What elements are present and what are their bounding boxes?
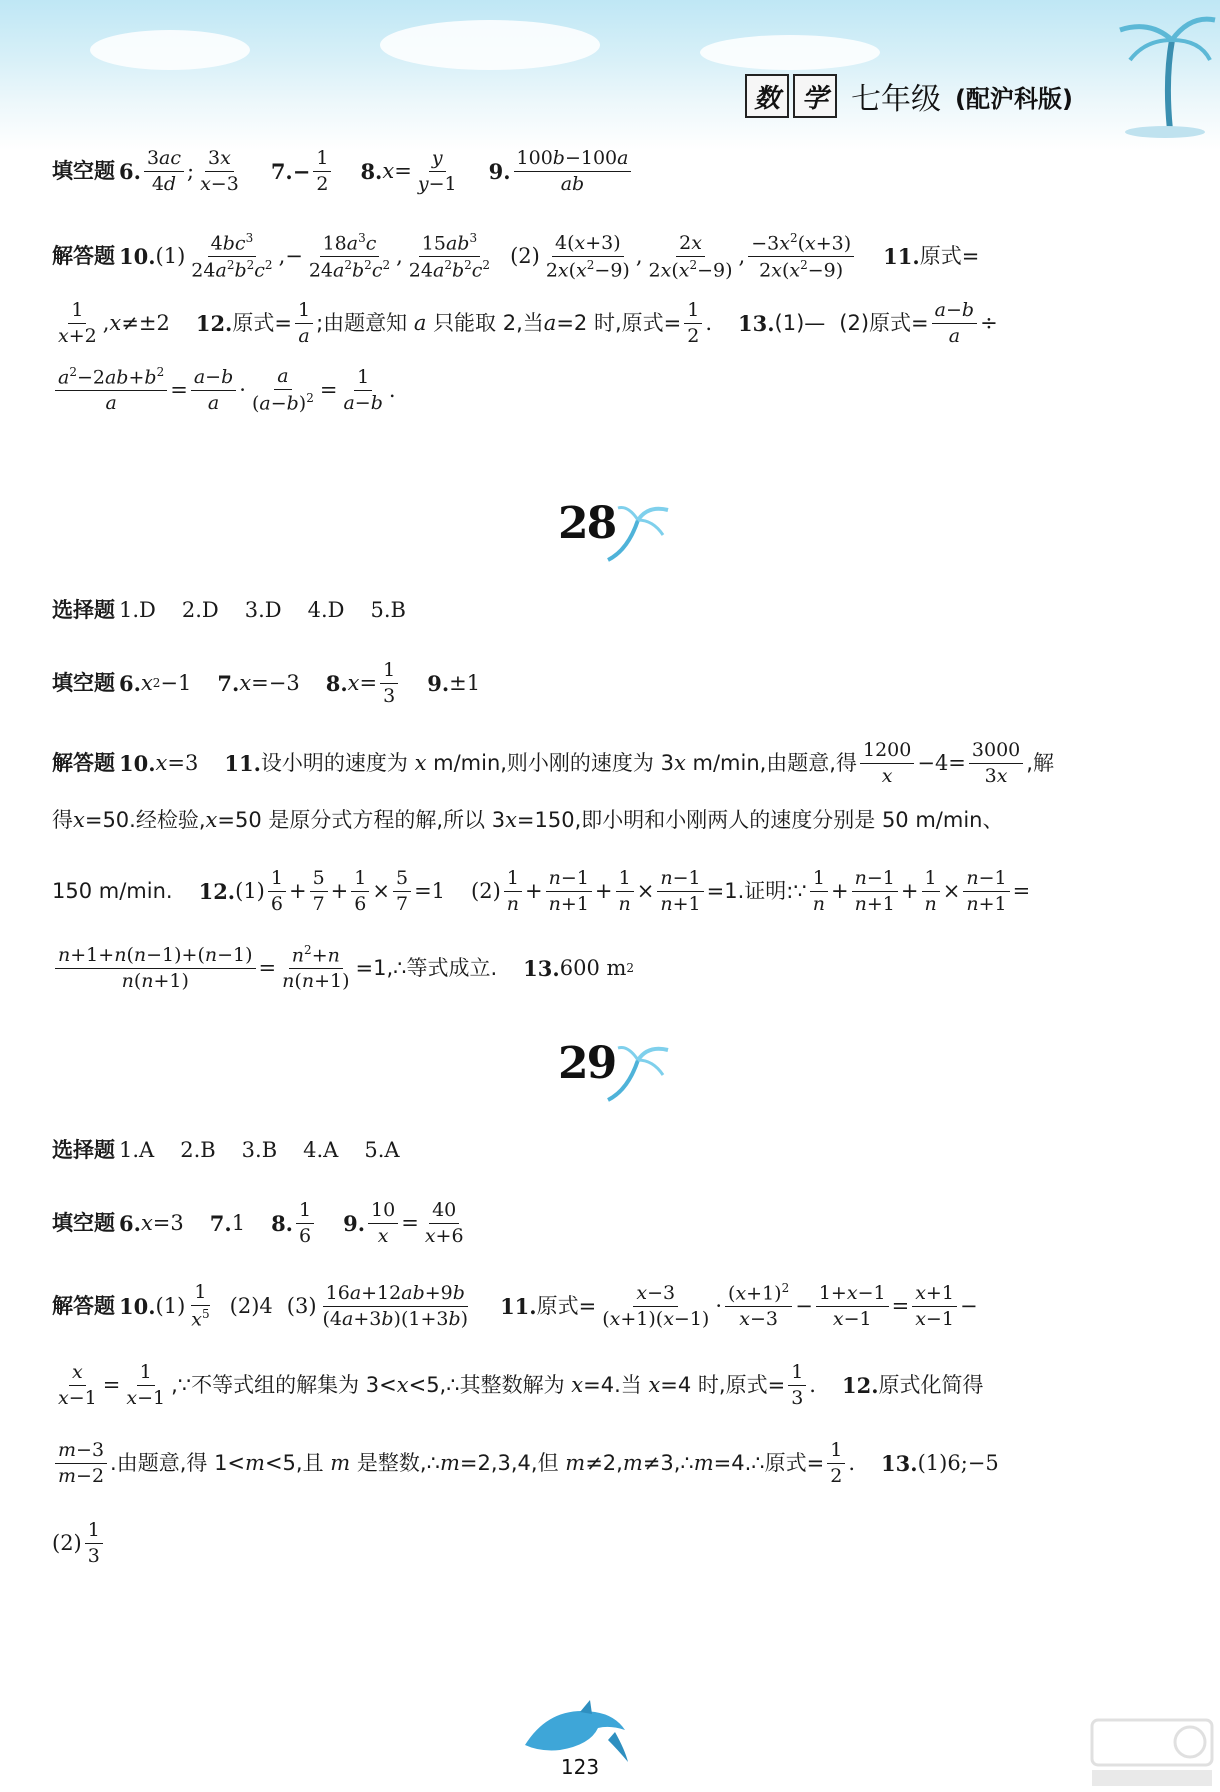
- answer-text: (1): [235, 878, 265, 903]
- fraction: $\frac{100b-100a}{ab}$: [514, 148, 632, 195]
- palm-swoosh-icon: [598, 1030, 678, 1110]
- answer-line: 填空题 6. x =3 7. 1 8. $\frac{1}{6}$ 9. $\frac{10}{x}$ = $\frac{40}{x+6}$: [52, 1200, 470, 1247]
- fraction: $\frac{m-3}{m-2}$: [55, 1440, 107, 1487]
- fraction: $\frac{16a+12ab+9b}{(4a+3b)(1+3b)}$: [322, 1281, 469, 1330]
- fill-label: 填空题: [52, 158, 115, 183]
- choice-answer: 3.D: [244, 598, 282, 622]
- fraction: $\frac{n-1}{n+1}$: [546, 868, 592, 915]
- section-number: 29: [558, 1038, 616, 1089]
- q-number: 9.: [427, 670, 450, 696]
- answer-line: 解答题 10. x =3 11. 设小明的速度为 x m/min,则小刚的速度为 3 x m/min,由题意,得 $\frac{1200}{x}$ −4= $\frac{3000}{3x}$ ,解: [52, 739, 1054, 787]
- page-number: 123: [560, 1755, 600, 1779]
- answer-text: =4.当: [583, 1372, 642, 1397]
- fraction: $\frac{a-b}{a}$: [191, 367, 236, 414]
- choice-label: 选择题: [52, 598, 115, 622]
- fraction: $\frac{x-3}{(x+1)(x-1)}$: [602, 1281, 710, 1330]
- solve-label: 解答题: [52, 750, 115, 775]
- section-number: 28: [558, 498, 616, 549]
- q-number: 6.: [119, 1210, 141, 1236]
- q-number: 13.: [523, 955, 560, 981]
- choice-answer: 4.D: [307, 598, 345, 622]
- answer-line: 150 m/min. 12. (1) $\frac{1}{6}$ + $\frac{5}{7}$ + $\frac{1}{6}$ × $\frac{5}{7}$ =1 (2) $\frac{1}{n}$ + $\frac{n-1}{n+1}$ + $\frac{1}{n}$ × $\frac{n-1}{n+1}$ =1.证明:∵ $\frac{1}{n}$ + $\frac{n-1}{n+1}$ + $\frac{1}{n}$ × $\frac{n-1}{n+1}$ =: [52, 867, 1031, 915]
- q-number: 9.: [488, 158, 511, 184]
- fraction: $\frac{3000}{3x}$: [969, 740, 1023, 787]
- fraction: $\frac{n+1+n(n-1)+(n-1)}{n(n+1)}$: [55, 945, 256, 992]
- fraction: $\frac{-3x^2(x+3)}{2x(x^2-9)}$: [748, 232, 854, 281]
- fraction: $\frac{1}{n}$: [921, 868, 939, 915]
- fraction: $\frac{1+x-1}{x-1}$: [816, 1283, 889, 1330]
- grade-label: 七年级: [851, 82, 941, 117]
- answer-text: (2)原式=: [839, 310, 929, 335]
- answer-text: ,∵不等式组的解集为 3<: [171, 1372, 397, 1397]
- palm-tree-icon: [1110, 0, 1220, 140]
- q-number: 13.: [738, 310, 775, 336]
- q-number: 8.: [325, 670, 348, 696]
- fraction: $\frac{1}{6}$: [268, 868, 286, 915]
- choice-answer: 1.A: [119, 1138, 155, 1162]
- q-number: 11.: [224, 750, 261, 776]
- q-number: 7.−: [270, 158, 311, 184]
- answer-line: 填空题 6. x 2 −1 7. x =−3 8. x = $\frac{1}{3}$ 9. ±1: [52, 659, 481, 707]
- answer-text: =2,3,4,但: [459, 1450, 559, 1475]
- answer-line: 得 x =50.经检验, x =50 是原分式方程的解,所以 3 x =150,即小明和小刚两人的速度分别是 50 m/min、: [52, 808, 1004, 832]
- answer-text: =150,即小明和小刚两人的速度分别是 50 m/min、: [516, 808, 1004, 832]
- fraction: $\frac{n-1}{n+1}$: [852, 868, 898, 915]
- fraction: $\frac{1}{x+2}$: [58, 299, 97, 347]
- answer-text: ;由题意知: [316, 310, 408, 335]
- answer-text: =4.∴原式=: [713, 1450, 825, 1475]
- answer-line: 解答题 10. (1) $\frac{1}{x^5}$ (2)4 (3) $\frac{16a+12ab+9b}{(4a+3b)(1+3b)}$ 11. 原式= $\frac{x-3}{(x+1)(x-1)}$ · $\frac{(x+1)^2}{x-3}$ − $\frac{1+x-1}{x-1}$ = $\frac{x+1}{x-1}$ −: [52, 1281, 978, 1331]
- fraction: $\frac{4(x+3)}{2x(x^2-9)}$: [545, 231, 630, 281]
- q-number: 11.: [500, 1293, 537, 1319]
- answer-text: =1.证明:∵: [706, 878, 807, 903]
- fraction: $\frac{a-b}{a}$: [932, 300, 977, 347]
- answer-line: $\frac{a^2-2ab+b^2}{a}$ = $\frac{a-b}{a}$ · $\frac{a}{(a-b)^2}$ = $\frac{1}{a-b}$ .: [52, 366, 396, 414]
- answer-text: <5,且: [264, 1450, 324, 1475]
- choice-answer: 5.A: [364, 1138, 400, 1162]
- watermark-logo-icon: [1090, 1715, 1215, 1790]
- answer-text: (1)—: [774, 310, 826, 335]
- fraction: $\frac{2x}{2x(x^2-9)}$: [648, 231, 733, 281]
- choice-answer: 1.D: [119, 598, 156, 622]
- fraction: $\frac{1200}{x}$: [860, 740, 914, 787]
- choice-answer: 5.B: [370, 598, 406, 622]
- fraction: $\frac{15ab^3}{24a^2b^2c^2}$: [408, 231, 491, 282]
- fraction: $\frac{3x}{x-3}$: [200, 147, 239, 195]
- answer-line: $\frac{n+1+n(n-1)+(n-1)}{n(n+1)}$ = $\frac{n^2+n}{n(n+1)}$ =1,∴等式成立. 13. 600 m 2: [52, 944, 634, 992]
- answer-text: =1,∴等式成立.: [355, 955, 498, 980]
- q-number: 6.: [119, 670, 141, 696]
- palm-swoosh-icon: [598, 490, 678, 570]
- fraction: $\frac{1}{n}$: [810, 868, 828, 915]
- fraction: $\frac{1}{3}$: [788, 1362, 806, 1409]
- choice-answer: 3.B: [241, 1138, 278, 1162]
- fraction: $\frac{4bc^3}{24a^2b^2c^2}$: [191, 231, 273, 282]
- answer-text: =2 时,原式=: [556, 310, 682, 335]
- choice-answer: 2.D: [181, 598, 219, 622]
- fraction: $\frac{y}{y-1}$: [417, 147, 457, 195]
- fraction: $\frac{18a^3c}{24a^2b^2c^2}$: [308, 231, 391, 282]
- fraction: $\frac{40}{x+6}$: [424, 1199, 464, 1247]
- q-number: 12.: [841, 1372, 879, 1398]
- solve-label: 解答题: [52, 244, 115, 269]
- answer-text: (2): [52, 1530, 82, 1555]
- fraction: $\frac{10}{x}$: [368, 1200, 398, 1247]
- answer-text: 原式化简得: [878, 1372, 984, 1397]
- q-number: 7.: [217, 670, 240, 696]
- fraction: $\frac{3ac}{4d}$: [144, 148, 184, 195]
- q-number: 8.: [271, 1210, 293, 1236]
- q-number: 6.: [119, 158, 141, 184]
- fraction: $\frac{1}{a}$: [295, 300, 313, 347]
- answer-text: (1)6;−5: [917, 1450, 999, 1475]
- answer-line: 解答题 10. (1) $\frac{4bc^3}{24a^2b^2c^2}$ ,− $\frac{18a^3c}{24a^2b^2c^2}$ , $\frac{15ab^3}{24a^2b^2c^2}$ (2) $\frac{4(x+3)}{2x(x^2-9)}$ , $\frac{2x}{2x(x^2-9)}$ , $\frac{-3x^2(x+3)}{2x(x^2-9)}$ 11. 原式=: [52, 231, 980, 282]
- fraction: $\frac{1}{6}$: [351, 868, 369, 915]
- cloud-decoration: [700, 35, 880, 70]
- fraction: $\frac{1}{n}$: [616, 868, 634, 915]
- choice-answer: 2.B: [180, 1138, 216, 1162]
- answer-line: [52, 1520, 106, 1567]
- answer-text: (2): [471, 878, 501, 903]
- q-number: 13.: [881, 1450, 918, 1476]
- fraction: $\frac{x+1}{x-1}$: [912, 1283, 957, 1330]
- fraction: $\frac{n^2+n}{n(n+1)}$: [282, 943, 350, 993]
- answer-line: [52, 600, 406, 621]
- solve-label: 解答题: [52, 1293, 115, 1318]
- fraction: $\frac{1}{3}$: [85, 1520, 103, 1567]
- choice-answer: 4.A: [303, 1138, 339, 1162]
- q-number: 11.: [883, 244, 920, 270]
- answer-text: 得: [52, 808, 73, 832]
- q-number: 8.: [360, 158, 383, 184]
- fraction: $\frac{a}{(a-b)^2}$: [251, 365, 314, 415]
- answer-line: 填空题 6. $\frac{3ac}{4d}$ ; $\frac{3x}{x-3}$ 7.− $\frac{1}{2}$ 8. x = $\frac{y}{y-1}$ 9. $\frac{100b-100a}{ab}$: [52, 148, 634, 195]
- subject-char-box: 学: [793, 74, 837, 118]
- fraction: $\frac{1}{3}$: [380, 660, 398, 707]
- cloud-decoration: [90, 30, 250, 70]
- answer-text: 原式=: [232, 310, 292, 335]
- answer-text: (1): [155, 1293, 186, 1318]
- fraction: $\frac{1}{2}$: [684, 300, 702, 347]
- answer-line: $\frac{1}{x+2}$ , x ≠±2 12. 原式= $\frac{1}{a}$ ;由题意知 a 只能取 2,当 a =2 时,原式= $\frac{1}{2}$ . 13. (1)— (2)原式= $\frac{a-b}{a}$ ÷: [52, 300, 998, 347]
- answer-text: 是整数,∴: [356, 1450, 440, 1475]
- fraction: $\frac{1}{2}$: [827, 1440, 845, 1487]
- fraction: $\frac{n-1}{n+1}$: [657, 868, 703, 915]
- q-number: 12.: [195, 310, 233, 336]
- answer-text: =50 是原分式方程的解,所以 3: [217, 808, 506, 832]
- fill-label: 填空题: [52, 1210, 115, 1235]
- answer-text: 设小明的速度为: [260, 750, 408, 775]
- q-number: 10.: [119, 1293, 156, 1319]
- fraction: $\frac{1}{6}$: [296, 1200, 314, 1247]
- answer-text: <5,∴其整数解为: [408, 1372, 565, 1397]
- answer-text: (2)4: [229, 1293, 273, 1318]
- q-number: 12.: [198, 878, 236, 904]
- header-title: [745, 74, 1073, 118]
- answer-text: ,解: [1026, 750, 1054, 775]
- answer-line: [52, 1140, 400, 1161]
- answer-text: ≠3,∴: [642, 1450, 694, 1475]
- answer-text: 150 m/min.: [52, 878, 173, 903]
- edition-label: (配沪科版): [955, 84, 1073, 113]
- section-badge: [558, 490, 678, 570]
- q-number: 7.: [209, 1210, 232, 1236]
- section-badge: [558, 1030, 678, 1110]
- fraction: $\frac{5}{7}$: [310, 868, 328, 915]
- answer-text: 原式=: [536, 1293, 597, 1318]
- fraction: $\frac{1}{n}$: [504, 868, 522, 915]
- fraction: $\frac{n-1}{n+1}$: [963, 868, 1009, 915]
- answer-text: 只能取 2,当: [433, 310, 544, 335]
- fraction: $\frac{(x+1)^2}{x-3}$: [725, 1282, 792, 1330]
- answer-text: =4 时,原式=: [660, 1372, 786, 1397]
- choice-label: 选择题: [52, 1138, 115, 1162]
- answer-text: (3): [286, 1293, 317, 1318]
- fraction: $\frac{a^2-2ab+b^2}{a}$: [55, 366, 167, 414]
- fraction: $\frac{1}{x-1}$: [126, 1361, 166, 1409]
- q-number: 10.: [119, 244, 156, 270]
- q-number: 10.: [119, 750, 156, 776]
- answer-text: m/min,则小刚的速度为 3: [433, 750, 674, 775]
- answer-line: $\frac{m-3}{m-2}$ .由题意,得 1< m <5,且 m 是整数,∴ m =2,3,4,但 m ≠2, m ≠3,∴ m =4.∴原式= $\frac{1}{2}$ . 13. (1)6;−5: [52, 1440, 999, 1487]
- fill-label: 填空题: [52, 670, 115, 695]
- answer-text: ±1: [449, 670, 481, 695]
- fraction: $\frac{5}{7}$: [393, 868, 411, 915]
- answer-text: =50.经检验,: [84, 808, 206, 832]
- answer-text: .由题意,得 1<: [110, 1450, 246, 1475]
- fraction: $\frac{1}{x^5}$: [191, 1281, 210, 1331]
- answer-text: ≠2,: [585, 1450, 623, 1475]
- answer-text: 1: [231, 1210, 246, 1235]
- fraction: $\frac{1}{2}$: [313, 148, 331, 195]
- answer-text: m/min,由题意,得: [692, 750, 857, 775]
- answer-text: 原式=: [919, 244, 980, 269]
- fraction: $\frac{1}{a-b}$: [343, 365, 383, 414]
- answer-line: $\frac{x}{x-1}$ = $\frac{1}{x-1}$ ,∵不等式组的解集为 3< x <5,∴其整数解为 x =4.当 x =4 时,原式= $\frac{1}{3}$ . 12. 原式化简得: [52, 1362, 984, 1409]
- subject-char-box: 数: [745, 74, 789, 118]
- answer-text: 600 m: [559, 955, 627, 980]
- fraction: $\frac{x}{x-1}$: [58, 1361, 97, 1409]
- q-number: 9.: [343, 1210, 366, 1236]
- cloud-decoration: [380, 20, 600, 70]
